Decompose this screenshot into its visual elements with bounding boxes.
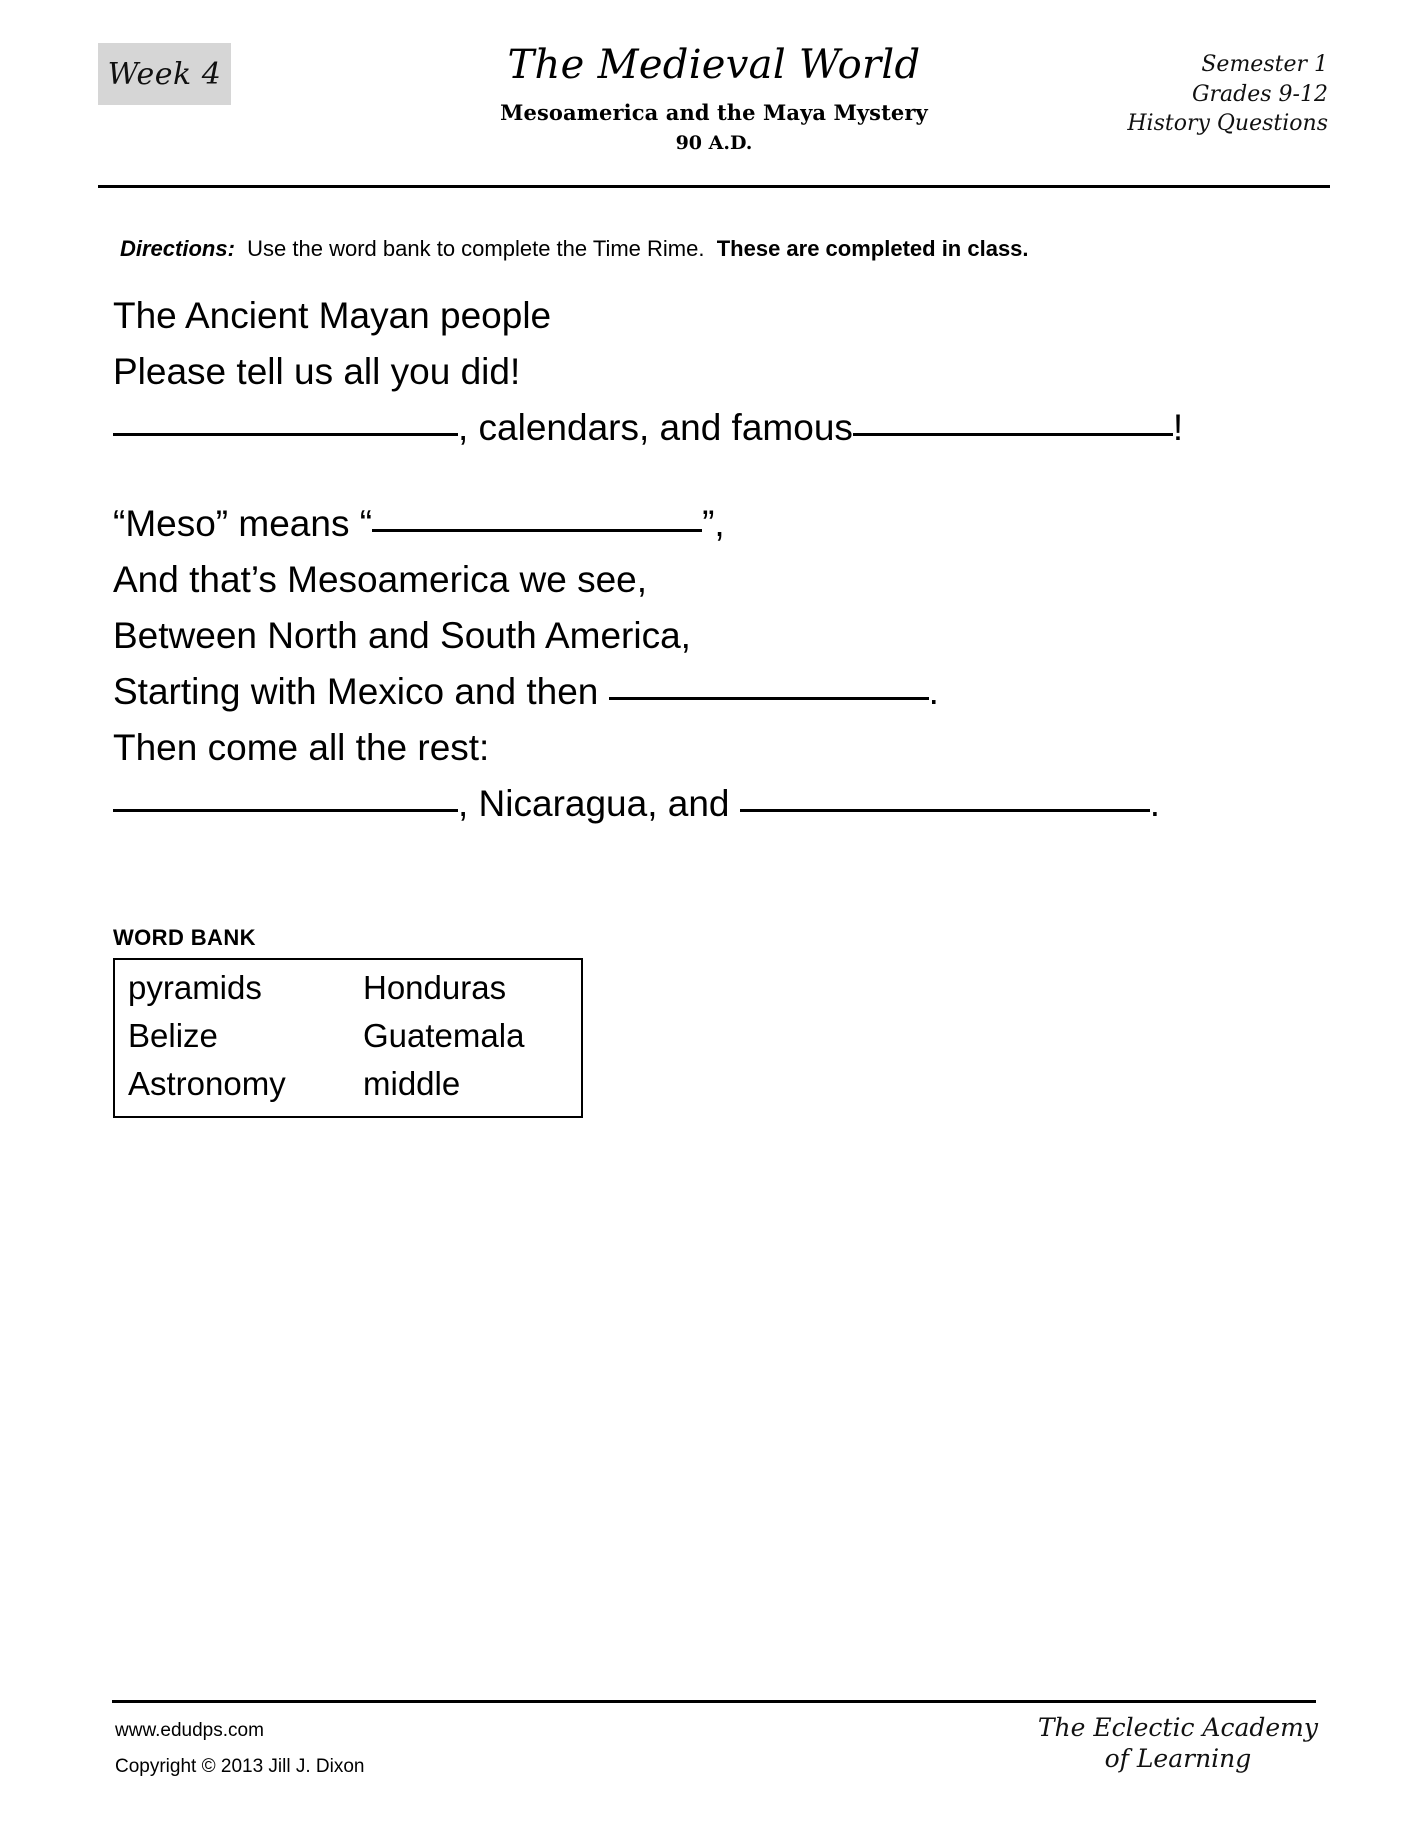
word-bank-item: pyramids [128, 969, 262, 1006]
page-date: 90 A.D. [675, 132, 753, 154]
header-meta [1127, 50, 1328, 139]
poem-line-5: And that’s Mesoamerica we see, [113, 559, 648, 600]
answer-blank-4[interactable] [609, 697, 929, 700]
poem-line-3 [113, 400, 1338, 456]
word-bank-title: WORD BANK [113, 925, 256, 950]
page-subtitle: Mesoamerica and the Maya Mystery [500, 100, 928, 125]
week-badge: Week 4 [98, 43, 231, 105]
word-bank-item: middle [363, 1065, 461, 1102]
directions-label: Directions: [120, 236, 235, 261]
footer-brand-line-1: The Eclectic Academy [1037, 1713, 1318, 1742]
poem-line-4-start: “Meso” means “ [113, 503, 373, 544]
footer-copyright: Copyright © 2013 Jill J. Dixon [115, 1756, 365, 1777]
answer-blank-1[interactable] [113, 433, 458, 436]
poem-line-8: Then come all the rest: [113, 727, 490, 768]
poem-stanza-gap [113, 456, 1338, 496]
answer-blank-6[interactable] [740, 809, 1150, 812]
page-header [0, 18, 1428, 158]
poem-line-9-end: . [1149, 783, 1161, 824]
meta-grades: Grades 9-12 [1191, 81, 1328, 107]
page-title: The Medieval World [507, 42, 921, 88]
footer-brand [1038, 1712, 1318, 1775]
word-bank [113, 925, 583, 1118]
poem-line-3-end: ! [1172, 407, 1184, 448]
word-bank-item: Astronomy [128, 1065, 286, 1102]
time-rime-poem [113, 288, 1338, 832]
meta-subject: History Questions [1127, 111, 1328, 137]
directions-body: Use the word bank to complete the Time Rime. [247, 236, 705, 261]
footer-left [115, 1713, 365, 1785]
header-divider [98, 185, 1330, 188]
meta-semester: Semester 1 [1201, 52, 1328, 77]
word-bank-box [113, 958, 583, 1118]
footer-website[interactable]: www.edudps.com [115, 1720, 264, 1741]
poem-line-9-mid: , Nicaragua, and [458, 783, 730, 824]
title-block [300, 44, 1128, 154]
poem-line-7-end: . [928, 671, 939, 712]
word-bank-item: Honduras [363, 969, 507, 1006]
answer-blank-3[interactable] [372, 529, 702, 532]
word-bank-item: Belize [128, 1017, 218, 1054]
footer-brand-line-2: of Learning [1104, 1744, 1252, 1774]
word-bank-item: Guatemala [363, 1017, 525, 1054]
poem-line-4 [113, 496, 1338, 552]
word-bank-row [115, 1060, 581, 1108]
poem-line-3-mid: , calendars, and famous [458, 407, 853, 448]
word-bank-row [115, 1012, 581, 1060]
word-bank-row [115, 964, 581, 1012]
footer-divider [112, 1700, 1316, 1703]
directions-emphasis: These are completed in class. [716, 236, 1029, 261]
poem-line-7 [113, 664, 1338, 720]
poem-line-9 [113, 776, 1338, 832]
answer-blank-2[interactable] [853, 433, 1173, 436]
poem-line-7-start: Starting with Mexico and then [113, 671, 599, 712]
poem-line-1: The Ancient Mayan people [113, 295, 552, 336]
poem-line-2: Please tell us all you did! [113, 351, 521, 392]
poem-line-6: Between North and South America, [113, 615, 691, 656]
poem-line-4-end: ”, [702, 503, 725, 544]
answer-blank-5[interactable] [113, 809, 458, 812]
directions [120, 236, 1029, 262]
